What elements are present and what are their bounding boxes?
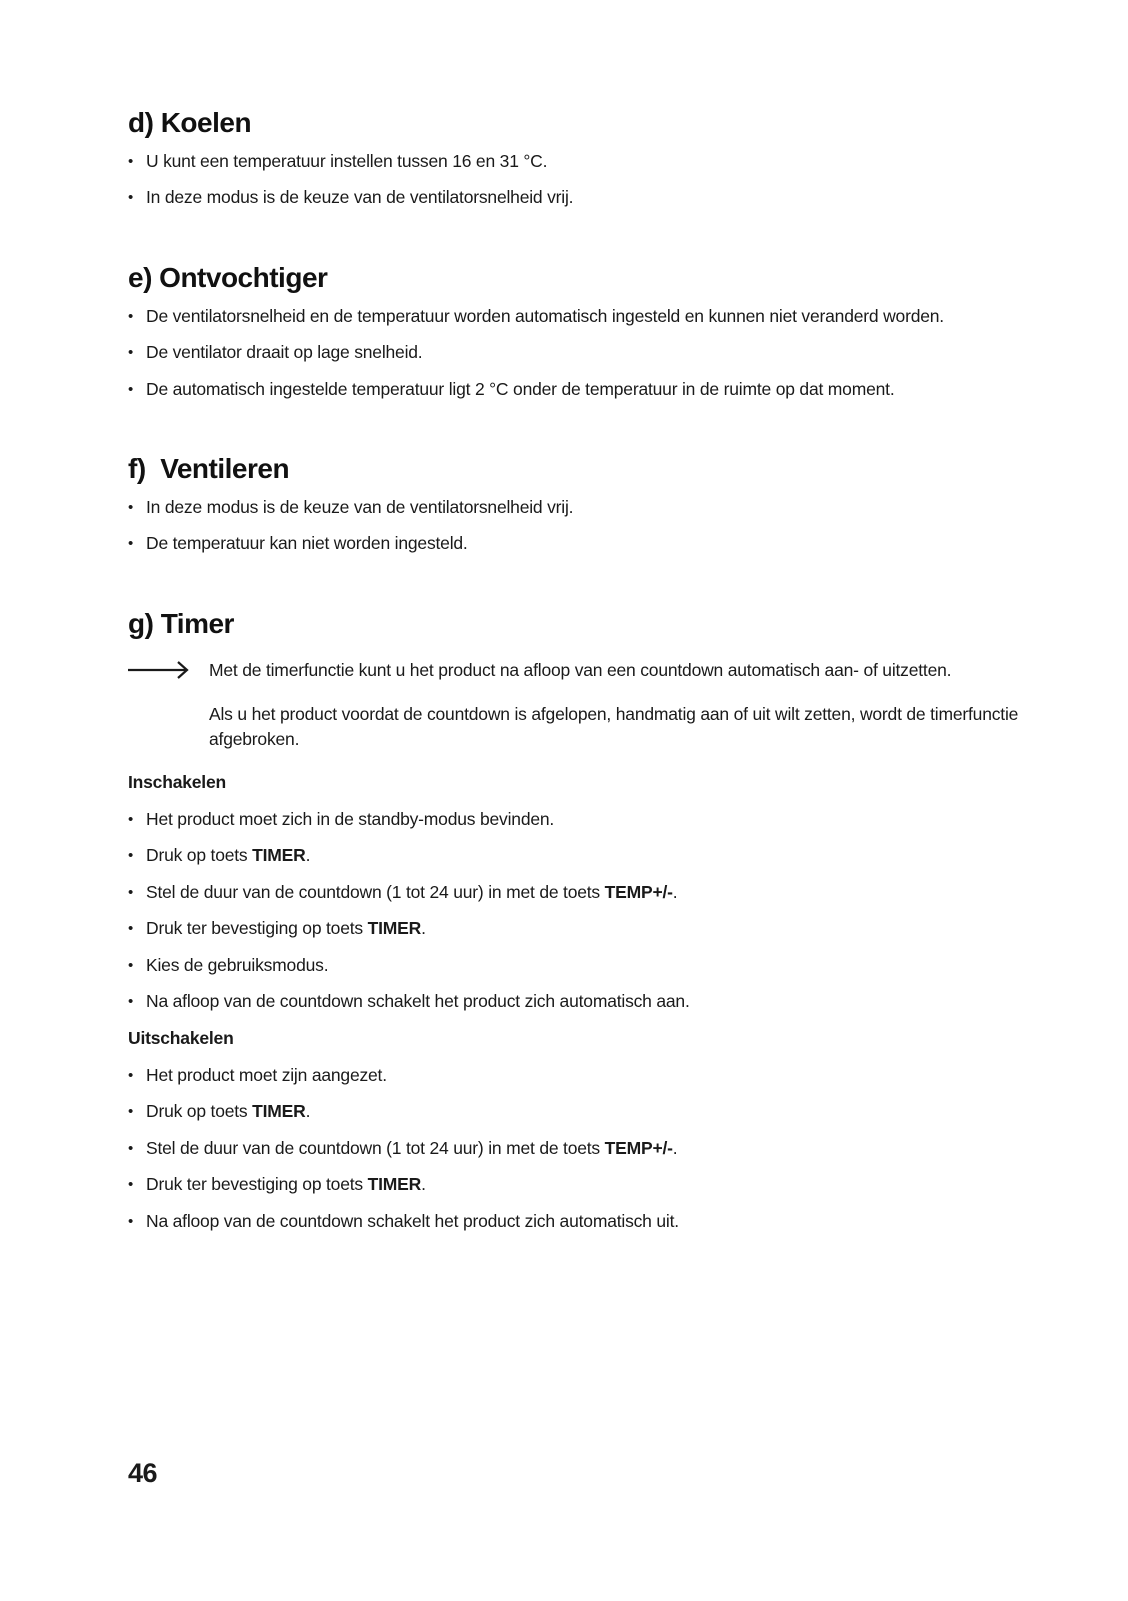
list-item: • De temperatuur kan niet worden ingesteld. bbox=[128, 533, 1028, 554]
list-item bbox=[128, 1174, 1028, 1195]
list-item: • Kies de gebruiksmodus. bbox=[128, 955, 1028, 976]
subsection-inschakelen bbox=[128, 772, 1028, 1012]
item-text: . bbox=[672, 1137, 678, 1158]
key-label: TIMER bbox=[252, 1101, 306, 1121]
section-heading: e) Ontvochtiger bbox=[128, 262, 328, 293]
subsection-uitschakelen bbox=[128, 1028, 1028, 1232]
item-text: Stel de duur van de countdown (1 tot 24 uur) in met de toets bbox=[146, 881, 605, 902]
list-item bbox=[128, 882, 1028, 903]
bullet-list bbox=[128, 497, 1028, 555]
section-koelen bbox=[128, 106, 1028, 208]
list-item bbox=[128, 1101, 1028, 1122]
section-ventileren bbox=[128, 452, 1028, 554]
list-item: • In deze modus is de keuze van de ventilatorsnelheid vrij. bbox=[128, 497, 1028, 518]
key-label: TEMP+/- bbox=[604, 1137, 673, 1158]
list-item: • Na afloop van de countdown schakelt het product zich automatisch aan. bbox=[128, 991, 1028, 1012]
section-timer bbox=[128, 607, 1028, 641]
arrow-right-icon bbox=[128, 659, 190, 681]
note-text: Met de timerfunctie kunt u het product na afloop van een countdown automatisch aan- of uitzetten. bbox=[209, 660, 952, 680]
key-label: TIMER bbox=[252, 845, 306, 865]
bullet-list bbox=[128, 809, 1028, 1013]
list-item bbox=[128, 1138, 1028, 1159]
list-item: • U kunt een temperatuur instellen tussen 16 en 31 °C. bbox=[128, 151, 1028, 172]
subsection-title: Inschakelen bbox=[128, 772, 226, 792]
list-item: • In deze modus is de keuze van de ventilatorsnelheid vrij. bbox=[128, 187, 1028, 208]
key-label: TIMER bbox=[367, 918, 422, 938]
key-label: TIMER bbox=[367, 1174, 422, 1194]
list-item bbox=[128, 845, 1028, 866]
item-text: . bbox=[305, 1101, 311, 1121]
item-text: . bbox=[421, 918, 426, 938]
item-text: Druk op toets bbox=[146, 845, 253, 865]
note-text: Als u het product voordat de countdown is afgelopen, handmatig aan of uit wilt zetten, wordt de timerfunctie afgebroken. bbox=[209, 704, 1019, 749]
item-text: Druk op toets bbox=[146, 1101, 253, 1121]
item-text: Druk ter bevestiging op toets bbox=[146, 918, 368, 938]
item-text: Stel de duur van de countdown (1 tot 24 uur) in met de toets bbox=[146, 1137, 605, 1158]
key-label: TEMP+/- bbox=[604, 881, 673, 902]
section-heading: g) Timer bbox=[128, 608, 234, 639]
list-item: • Na afloop van de countdown schakelt het product zich automatisch uit. bbox=[128, 1211, 1028, 1232]
subsection-title: Uitschakelen bbox=[128, 1028, 234, 1048]
item-text: Druk ter bevestiging op toets bbox=[146, 1174, 368, 1194]
item-text: . bbox=[672, 881, 678, 902]
list-item bbox=[128, 918, 1028, 939]
bullet-list bbox=[128, 151, 1028, 209]
list-item: • De ventilatorsnelheid en de temperatuur worden automatisch ingesteld en kunnen niet veranderd worden. bbox=[128, 306, 1028, 327]
item-text: . bbox=[421, 1174, 426, 1194]
item-text: . bbox=[305, 845, 311, 865]
list-item: • Het product moet zijn aangezet. bbox=[128, 1065, 1028, 1086]
list-item: • De ventilator draait op lage snelheid. bbox=[128, 342, 1028, 363]
section-heading: d) Koelen bbox=[128, 107, 252, 138]
bullet-list bbox=[128, 306, 1028, 400]
page-number: 46 bbox=[128, 1458, 158, 1488]
section-heading: f) Ventileren bbox=[128, 453, 290, 484]
bullet-list bbox=[128, 1065, 1028, 1232]
list-item: • De automatisch ingestelde temperatuur ligt 2 °C onder de temperatuur in de ruimte op dat moment. bbox=[128, 379, 1028, 400]
list-item: • Het product moet zich in de standby-modus bevinden. bbox=[128, 809, 1028, 830]
section-ontvochtiger bbox=[128, 261, 1028, 400]
